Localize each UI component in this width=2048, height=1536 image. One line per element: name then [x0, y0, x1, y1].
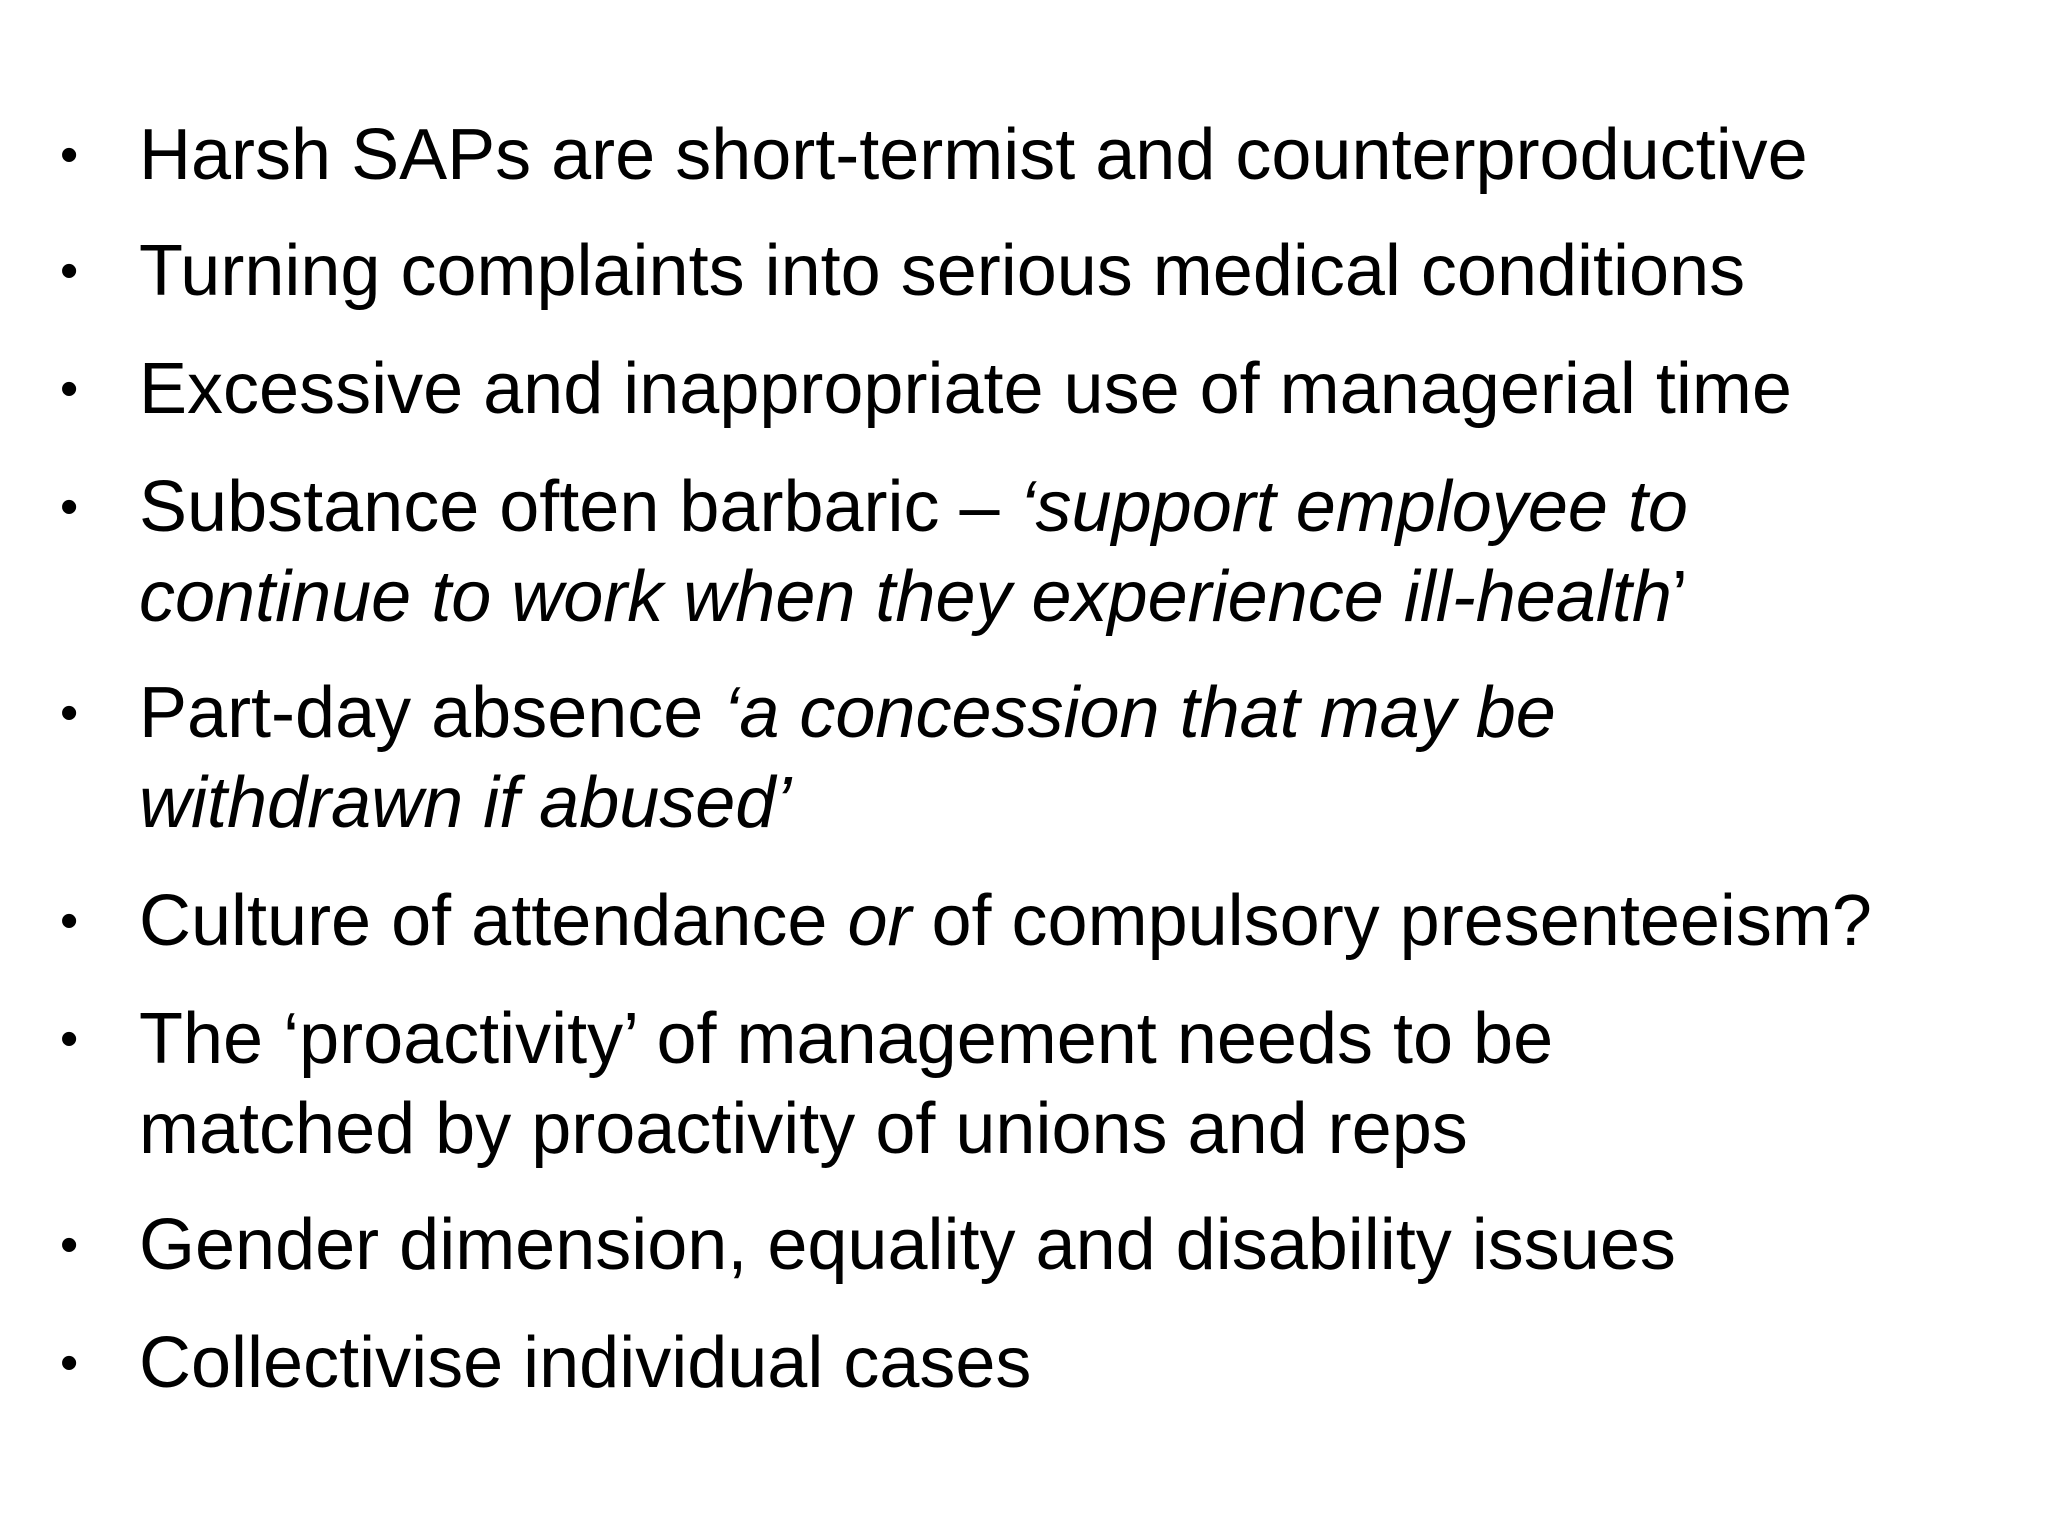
bullet-text-line — [139, 552, 2019, 642]
bullet-text-line — [139, 226, 2019, 316]
bullet-text — [139, 110, 2019, 200]
italic-text-segment: ‘support employee to — [1019, 467, 1688, 547]
text-segment: Culture of attendance — [139, 881, 848, 961]
bullet-text-line — [139, 110, 2019, 200]
text-segment: Gender dimension, equality and disability issues — [139, 1205, 1676, 1285]
bullet-text-line — [139, 462, 2019, 552]
bullet-text — [139, 876, 2019, 966]
text-segment: Substance often barbaric – — [139, 467, 1020, 547]
bullet-text-line — [139, 876, 2019, 966]
bullet-text-line — [139, 1084, 2019, 1174]
bullet-text — [139, 1200, 2019, 1290]
bullet-dot: • — [60, 684, 79, 742]
text-segment: Turning complaints into serious medical conditions — [139, 231, 1746, 311]
bullet-text — [139, 226, 2019, 316]
bullet-text-line — [139, 1200, 2019, 1290]
bullet-dot: • — [60, 1334, 79, 1392]
italic-text-segment: continue to work when they experience ill-health — [139, 557, 1672, 637]
text-segment: Collectivise individual cases — [139, 1323, 1032, 1403]
bullet-text-line — [139, 344, 2019, 434]
bullet-dot: • — [60, 126, 79, 184]
bullet-dot: • — [60, 1216, 79, 1274]
text-segment: Excessive and inappropriate use of managerial time — [139, 349, 1792, 429]
bullet-dot: • — [60, 242, 79, 300]
bullet-text — [139, 668, 2019, 848]
text-segment: The ‘proactivity’ of management needs to be — [139, 999, 1554, 1079]
bullet-text-line — [139, 994, 2019, 1084]
bullet-text-line — [139, 668, 2019, 758]
text-segment: of compulsory presenteeism? — [911, 881, 1872, 961]
italic-text-segment: or — [847, 881, 912, 961]
bullet-text-line — [139, 758, 2019, 848]
bullet-text — [139, 1318, 2019, 1408]
bullet-dot: • — [60, 1010, 79, 1068]
text-segment: Harsh SAPs are short-termist and counterproductive — [139, 115, 1808, 195]
bullet-dot: • — [60, 478, 79, 536]
italic-text-segment: ‘a concession that may be — [723, 673, 1556, 753]
text-segment: ’ — [1671, 557, 1688, 637]
text-segment: matched by proactivity of unions and reps — [139, 1089, 1468, 1169]
bullet-text — [139, 344, 2019, 434]
text-segment: Part-day absence — [139, 673, 724, 753]
bullet-dot: • — [60, 892, 79, 950]
bullet-text — [139, 462, 2019, 642]
italic-text-segment: withdrawn if abused’ — [139, 763, 792, 843]
bullet-text — [139, 994, 2019, 1174]
bullet-dot: • — [60, 360, 79, 418]
bullet-text-line — [139, 1318, 2019, 1408]
